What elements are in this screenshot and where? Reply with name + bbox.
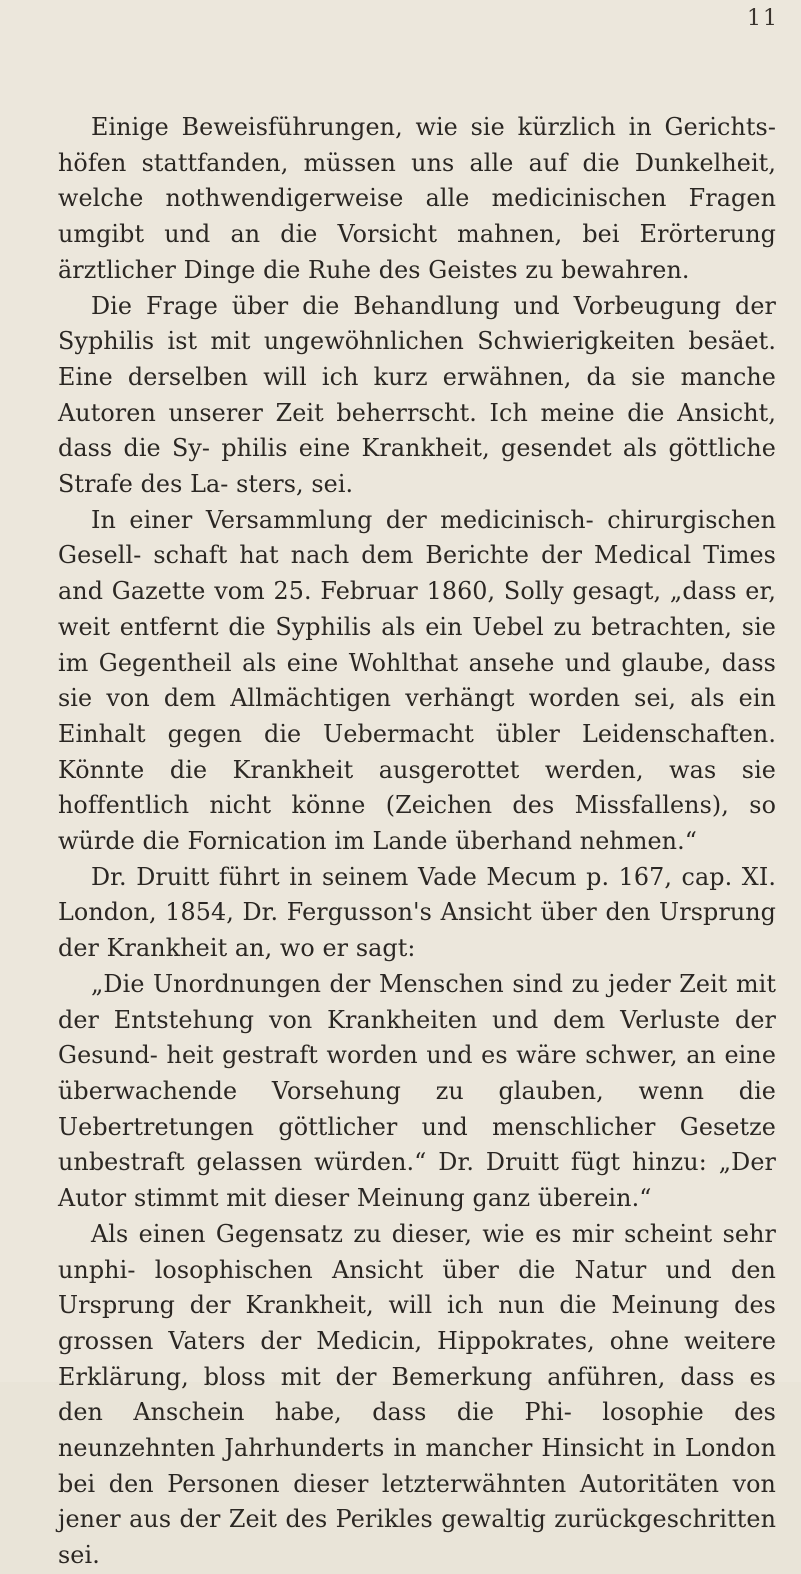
page-number: 11: [747, 6, 779, 31]
paragraph-solly-quote: In einer Versammlung der medicinisch- chirurgischen Gesell- schaft hat nach dem Berichte der Medical Times and Gazette vom 25. Februar 1860, Solly gesagt, „dass er, weit entfernt die Syphilis als ein Uebel zu betrachten, sie im Gegentheil als eine Wohlthat ansehe und glaube, dass sie von dem Allmächtigen verhängt worden sei, als ein Einhalt gegen die Uebermacht übler Leidenschaften. Könnte die Krankheit ausgerottet werden, was sie hoffentlich nicht könne (Zeichen des Missfallens), so würde die Fornication im Lande überhand nehmen.“: [58, 505, 776, 856]
paragraph-syphilis-question: Die Frage über die Behandlung und Vorbeugung der Syphilis ist mit ungewöhnlichen Schwierigkeiten besäet. Eine derselben will ich kurz erwähnen, da sie manche Autoren unserer Zeit beherrscht. Ich meine die Ansicht, dass die Sy- philis eine Krankheit, gesendet als göttliche Strafe des La- sters, sei.: [58, 291, 776, 499]
paragraph-intro: Einige Beweisführungen, wie sie kürzlich in Gerichts- höfen stattfanden, müssen uns alle auf die Dunkelheit, welche nothwendigerweise alle medicinischen Fragen umgibt und an die Vorsicht mahnen, bei Erörterung ärztlicher Dinge die Ruhe des Geistes zu bewahren.: [58, 113, 776, 284]
paragraph-druitt: Dr. Druitt führt in seinem Vade Mecum p. 167, cap. XI. London, 1854, Dr. Fergusson's Ansicht über den Ursprung der Krankheit an, wo er sagt:: [58, 862, 776, 963]
body-text: [58, 110, 776, 1574]
paragraph-hippokrates: Als einen Gegensatz zu dieser, wie es mir scheint sehr unphi- losophischen Ansicht über die Natur und den Ursprung der Krankheit, will ich nun die Meinung des grossen Vaters der Medicin, Hippokrates, ohne weitere Erklärung, bloss mit der Bemerkung anführen, dass es den Anschein habe, dass die Phi- losophie des neunzehnten Jahrhunderts in mancher Hinsicht in London bei den Personen dieser letzterwähnten Autoritäten von jener aus der Zeit des Perikles gewaltig zurückgeschritten sei.: [58, 1219, 776, 1570]
paragraph-fergusson-quote: „Die Unordnungen der Menschen sind zu jeder Zeit mit der Entstehung von Krankheiten und dem Verluste der Gesund- heit gestraft worden und es wäre schwer, an eine überwachende Vorsehung zu glauben, wenn die Uebertretungen göttlicher und menschlicher Gesetze unbestraft gelassen würden.“ Dr. Druitt fügt hinzu: „Der Autor stimmt mit dieser Meinung ganz überein.“: [58, 969, 776, 1213]
